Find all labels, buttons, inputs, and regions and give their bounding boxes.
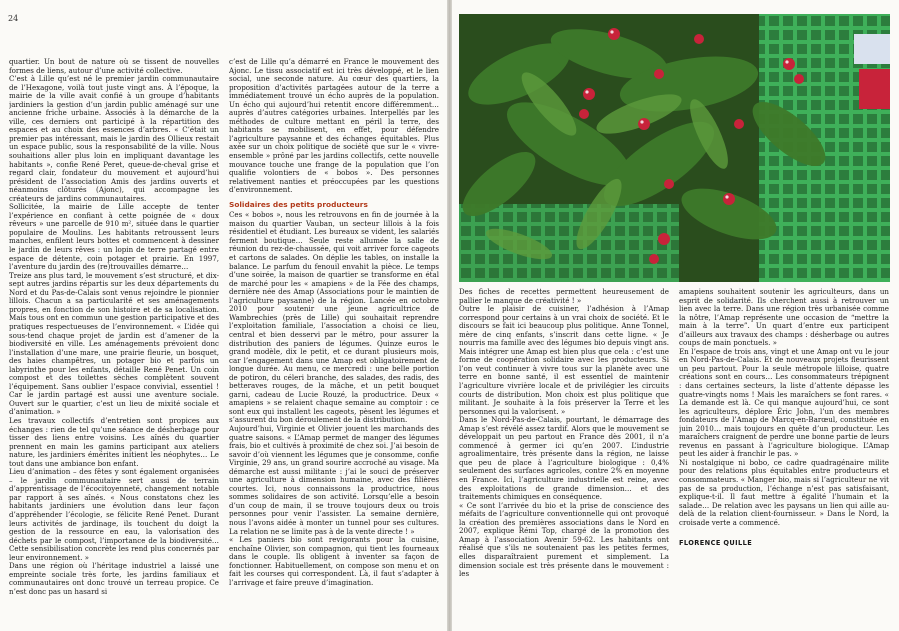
paragraph: Les travaux collectifs d’entretien sont propices aux échanges : rien de tel qu’une séance de désherbage pour tisser des liens entre voisins. Les aînés du quartier prennent en main les gamins participant aux ateliers nature, les jardiniers émérites initient les néophytes… Le tout dans une ambiance bon enfant. xyxy=(9,415,219,468)
author-signature: FLORENCE QUILLE xyxy=(679,539,753,548)
paragraph: Lieu d’animation – des fêtes y sont également organisées – le jardin communautaire sert aussi de terrain d’apprentissage de l’écocitoyenneté, changement notable par rapport à ses aînés. « Nous constatons chez les habitants jardiniers une évolution dans leur façon d’appréhender l’écologie, se félicite René Penet. Durant leurs activités de jardinage, ils touchent du doigt la gestion de la ressource en eau, la valorisation des déchets par le compost, l’importance de la biodiversité… Cette sensibilisation concrète les rend plus concernés par leur environnement. » xyxy=(9,467,219,562)
paragraph: Dans le Nord-Pas-de-Calais, pourtant, le démarrage des Amap s’est révélé assez tardif. Alors que le mouvement se développait un peu partout en France dès 2001, il n’a commencé à germer ici qu’en 2007. L’industrie agroalimentaire, très présente dans la région, ne laisse que peu de place à l’agriculture biologique : 0,4% seulement des surfaces agricoles, contre 2% en moyenne en France. Ici, l’agriculture industrielle est reine, avec des exploitations de grande dimension… et des traitements chimiques en conséquence. xyxy=(459,415,669,502)
page-gutter xyxy=(447,0,452,631)
paragraph: « Ce sont l’arrivée du bio et la prise de conscience des méfaits de l’agriculture conventionnelle qui ont provoqué la création des premières associations dans le Nord en 2007, explique Rémi Top, chargé de la promotion des Amap à l’association Avenir 59-62. Les habitants ont réalisé que s’ils ne soutenaient pas les petites fermes, elles disparaîtraient purement et simplement. La dimension sociale est très présente dans le mouvement : les xyxy=(459,500,669,579)
text-column-4 xyxy=(679,288,889,626)
paragraph: quartier. Un bout de nature où se tissent de nouvelles formes de liens, autour d’une activité collective. xyxy=(9,58,219,75)
section-subheading: Solidaires des petits producteurs xyxy=(229,199,368,209)
paragraph: Outre le plaisir de cuisiner, l’adhésion à l’Amap correspond pour certains à un vrai choix de société. Et le discours se fait ici beaucoup plus politique. Anne Tonnel, mère de cinq enfants, s’inscrit dans cette ligne. « Je nourris ma famille avec des légumes bio depuis vingt ans. Mais intégrer une Amap est bien plus que cela : c’est une forme de coopération solidaire avec les producteurs. Si l’on veut continuer à vivre tous sur la planète avec une terre en bonne santé, il est essentiel de maintenir l’agriculture vivrière locale et de privilégier les circuits courts de distribution. Mon choix est plus politique que militant. Je souhaite à la fois préserver la Terre et les personnes qui la valorisent. » xyxy=(459,304,669,416)
right-page xyxy=(450,0,899,631)
photo-illustration xyxy=(459,14,890,282)
paragraph: Des fiches de recettes permettent heureusement de pallier le manque de créativité ! » xyxy=(459,288,669,305)
paragraph: Sollicitée, la mairie de Lille accepte de tenter l’expérience en confiant à cette poignée de « doux rêveurs » une parcelle de 910 m², située dans le quartier populaire de Moulins. Les habitants retroussent leurs manches, enfilent leurs bottes et commencent à dessiner le jardin de leurs rêves : un lopin de terre partagé entre espace de détente, coin potager et prairie. En 1997, l’aventure du jardin des (re)trouvailles démarre… xyxy=(9,202,219,272)
paragraph: c’est de Lille qu’a démarré en France le mouvement des Ajonc. Le tissu associatif est ici très développé, et le lien social, une seconde nature. Au cœur des quartiers, la proposition d’activités partagées autour de la terre a immédiatement trouvé un écho auprès de la population. Un écho qui aujourd’hui retentit encore différemment… auprès d’autres catégories urbaines. Interpellés par les méthodes de culture mettant en péril la terre, des habitants se mobilisent, en effet, pour défendre l’agriculture paysanne et des échanges équitables. Plus axée sur un choix politique de société que sur le « vivre-ensemble » prôné par les jardins collectifs, cette nouvelle mouvance touche une frange de la population que l’on qualifie volontiers de « bobos ». Des personnes relativement nanties et préoccupées par les questions d’environnement. xyxy=(229,58,439,195)
page-number: 24 xyxy=(8,14,19,23)
text-column-2 xyxy=(229,58,439,626)
paragraph: Aujourd’hui, Virginie et Olivier jouent les marchands des quatre saisons. « L’Amap permet de manger des légumes frais, bio et cultivés à proximité de chez soi. J’ai besoin de savoir d’où viennent les légumes que je consomme, confie Virginie, 29 ans, un grand sourire accroché au visage. Ma démarche est aussi militante : j’ai le souci de préserver une agriculture à dimension humaine, avec des filières courtes. Ici, nous connaissons la productrice, nous sommes solidaires de son activité. Lorsqu’elle a besoin d’un coup de main, il se trouve toujours deux ou trois personnes pour venir l’assister. La semaine dernière, nous l’avons aidée à monter un tunnel pour ses cultures. La relation ne se limite pas à de la vente directe ! » xyxy=(229,423,439,536)
paragraph: En l’espace de trois ans, vingt et une Amap ont vu le jour en Nord-Pas-de-Calais. Et de nouveaux projets fleurissent un peu partout. Pour la seule métropole lilloise, quatre créations sont en cours… Les consommateurs trépignent : dans certaines secteurs, la liste d’attente dépasse les quatre-vingts noms ! Mais les maraîchers se font rares. « La demande est là. Ce qui manque aujourd’hui, ce sont les agriculteurs, déplore Éric John, l’un des membres fondateurs de l’Amap de Marcq-en-Barœul, constituée en juin 2010… mais toujours en quête d’un producteur. Les maraîchers craignent de perdre une bonne partie de leurs revenus en passant à l’agriculture biologique. L’Amap peut les aider à franchir le pas. » xyxy=(679,346,889,459)
text-column-3 xyxy=(459,288,669,626)
paragraph: Treize ans plus tard, le mouvement s’est structuré, et dix-sept autres jardins répartis sur les deux départements du Nord et du Pas-de-Calais sont venus rejoindre le pionnier lillois. Chacun a sa particularité et ses aménagements propres, en fonction de son histoire et de sa localisation. Mais tous ont en commun une gestion participative et des pratiques respectueuses de l’environnement. « L’idée qui sous-tend chaque projet de jardin est d’amener de la biodiversité en ville. Les aménagements prévoient donc l’installation d’une mare, une prairie fleurie, un bosquet, des haies champêtres, un potager bio et parfois un labyrinthe pour les enfants, détaille René Penet. Un coin compost et des toilettes sèches complètent souvent l’équipement. Sans oublier l’espace convivial, essentiel ! Car le jardin partagé est aussi une aventure sociale. Ouvert sur le quartier, c’est un lieu de mixité sociale et d’animation. » xyxy=(9,270,219,417)
text-column-1 xyxy=(9,58,219,626)
left-page xyxy=(0,0,449,631)
paragraph: Dans une région où l’héritage industriel a laissé une empreinte sociale très forte, les jardins familiaux et communautaires ont donc trouvé un terreau propice. Ce n’est donc pas un hasard si xyxy=(9,561,219,596)
paragraph: amapiens souhaitent soutenir les agriculteurs, dans un esprit de solidarité. Ils cherchent aussi à retrouver un lien avec la terre. Dans une région très urbanisée comme la nôtre, l’Amap représente une occasion de “mettre la main à la terre”. Un quart d’entre eux participent d’ailleurs aux travaux des champs : désherbage ou autres coups de main ponctuels. » xyxy=(679,288,889,348)
radish-crate-photo xyxy=(459,14,890,282)
paragraph: « Les paniers bio sont revigorants pour la cuisine, enchaîne Olivier, son compagnon, qui tient les fourneaux dans le couple. Ils obligent à inventer sa façon de fonctionner. Habituellement, on compose son menu et on fait les courses qui correspondent. Là, il faut s’adapter à l’arrivage et faire preuve d’imagination. xyxy=(229,535,439,587)
paragraph: Ces « bobos », nous les retrouvons en fin de journée à la maison du quartier Vauban, un secteur lillois à la fois résidentiel et étudiant. Les bureaux se vident, les salariés ferment boutique… Seule reste allumée la salle de réunion du rez-de-chaussée, qui voit arriver force cageots et cartons de salades. On déplie les tables, on installe la balance. Le parfum du fenouil envahit la pièce. Le temps d’une soirée, la maison de quartier se transforme en étal de marché pour les « amapiens » de la Fée des champs, dernière née des Amap (Associations pour le maintien de l’agriculture paysanne) de la région. Lancée en octobre 2010 pour soutenir une jeune agricultrice de Wambrechies (près de Lille) qui souhaitait reprendre l’exploitation familiale, l’association a choisi ce lieu, central et bien desservi par le métro, pour assurer la distribution des paniers de légumes. Quinze euros le grand modèle, dix le petit, et ce durant plusieurs mois, car l’engagement dans une Amap est obligatoirement de longue durée. Au menu, ce mercredi : une belle portion de potiron, du céleri branche, des salades, des radis, des betteraves rouges, de la mâche, et un petit bouquet garni, cadeau de Lucie Rouzé, la productrice. Deux « amapiens » se relaient chaque semaine au comptoir : ce sont eux qui installent les cageots, pèsent les légumes et s’assurent du bon déroulement de la distribution. xyxy=(229,210,439,425)
paragraph: C’est à Lille qu’est né le premier jardin communautaire de l’Hexagone, voilà tout juste vingt ans. À l’époque, la mairie de la ville avait confié à un groupe d’habitants jardiniers la gestion d’un jardin public aménagé sur une ancienne friche urbaine. Associés à la démarche de la ville, ces derniers ont participé à la répartition des espaces et au choix des essences d’arbres. « C’était un premier pas intéressant, mais le jardin des Ollieux restait un espace public, sous la responsabilité de la ville. Nous souhaitions aller plus loin en impliquant davantage les habitants », confie René Peret, queue-de-cheval grise et regard clair, fondateur du mouvement et aujourd’hui président de l’association Amis des jardins ouverts et néanmoins clôturés (Ajonc), qui accompagne les créateurs de jardins communautaires. xyxy=(9,74,219,203)
paragraph: Ni nostalgique ni bobo, ce cadre quadragénaire milite pour des relations plus équitables entre producteurs et consommateurs. « Manger bio, mais si l’agriculteur ne vit pas de sa production, l’échange n’est pas satisfaisant, explique-t-il. Il faut mettre à égalité l’humain et la salade… De relation avec les paysans un lien qui aille au-delà de la relation client-fournisseur. » Dans le Nord, la croisade verte a commencé. xyxy=(679,457,889,527)
